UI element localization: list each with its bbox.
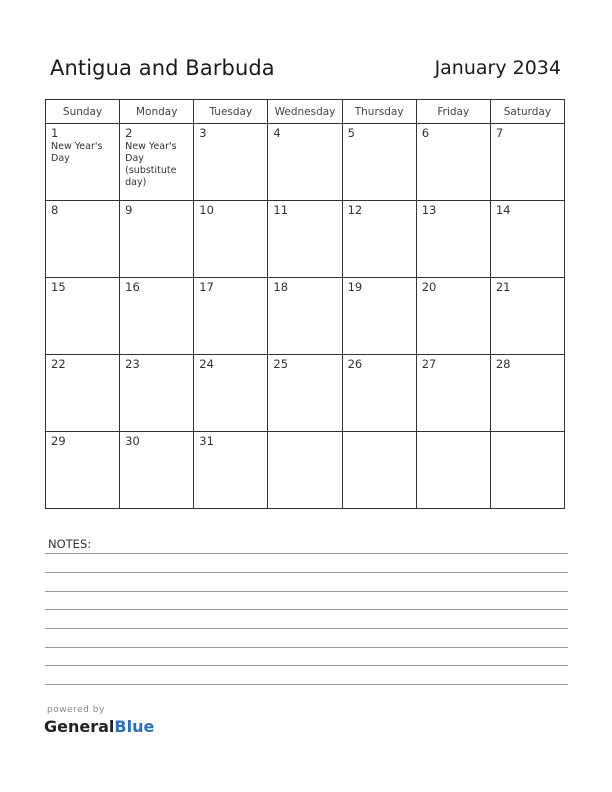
day-cell	[120, 201, 194, 278]
day-cell	[416, 278, 490, 355]
weekday-friday: Friday	[416, 100, 490, 124]
day-number: 14	[495, 203, 511, 217]
day-cell	[268, 432, 342, 509]
day-number: 18	[273, 280, 289, 294]
day-cell	[490, 432, 564, 509]
day-cell	[268, 355, 342, 432]
note-line	[45, 572, 568, 573]
week-row	[46, 124, 565, 201]
weekday-header-row	[46, 100, 565, 124]
day-cell	[194, 355, 268, 432]
day-cell	[342, 124, 416, 201]
notes-label: NOTES:	[48, 537, 92, 551]
day-number: 20	[421, 280, 437, 294]
day-number: 5	[347, 126, 355, 140]
day-cell	[194, 201, 268, 278]
day-number: 4	[273, 126, 281, 140]
day-cell	[120, 432, 194, 509]
weekday-sunday: Sunday	[46, 100, 120, 124]
note-line	[45, 647, 568, 648]
day-cell	[194, 124, 268, 201]
day-cell	[416, 201, 490, 278]
day-number: 30	[125, 434, 140, 448]
day-cell	[46, 201, 120, 278]
day-number: 7	[495, 126, 504, 140]
day-number: 12	[347, 203, 363, 217]
day-cell	[194, 432, 268, 509]
day-number: 31	[199, 434, 214, 448]
week-row	[46, 355, 565, 432]
day-cell	[120, 355, 194, 432]
brand-general: General	[44, 717, 115, 736]
day-cell	[490, 355, 564, 432]
weekday-wednesday: Wednesday	[268, 100, 342, 124]
day-number: 3	[199, 126, 207, 140]
day-number: 24	[199, 357, 214, 371]
day-cell	[490, 278, 564, 355]
day-cell	[416, 355, 490, 432]
day-cell	[120, 278, 194, 355]
day-cell	[342, 278, 416, 355]
day-number: 23	[125, 357, 140, 371]
calendar-month-title: January 2034	[434, 57, 561, 79]
day-number: 19	[347, 280, 363, 294]
day-number: 28	[495, 357, 511, 371]
day-number: 15	[51, 280, 66, 294]
day-cell	[194, 278, 268, 355]
day-number: 29	[51, 434, 66, 448]
powered-by-text: powered by	[47, 705, 105, 715]
day-number: 8	[51, 203, 59, 217]
day-number: 1	[51, 126, 59, 140]
day-cell	[416, 432, 490, 509]
day-number: 9	[125, 203, 133, 217]
day-cell	[46, 278, 120, 355]
note-line	[45, 591, 568, 592]
day-cell	[490, 124, 564, 201]
day-number: 22	[51, 357, 66, 371]
note-line	[45, 665, 568, 666]
note-line	[45, 609, 568, 610]
generalblue-logo	[44, 717, 154, 736]
note-line	[45, 553, 568, 554]
day-cell	[342, 432, 416, 509]
day-number: 11	[273, 203, 289, 217]
day-number: 17	[199, 280, 214, 294]
day-cell	[342, 201, 416, 278]
day-cell	[416, 124, 490, 201]
weekday-tuesday: Tuesday	[194, 100, 268, 124]
holiday-label: New Year's Day (substitute day)	[125, 141, 177, 188]
day-number: 10	[199, 203, 214, 217]
note-line	[45, 684, 568, 685]
note-line	[45, 628, 568, 629]
day-cell	[268, 201, 342, 278]
day-number: 6	[421, 126, 430, 140]
day-cell	[268, 278, 342, 355]
week-row	[46, 201, 565, 278]
day-number: 25	[273, 357, 289, 371]
day-number: 21	[495, 280, 511, 294]
day-cell	[46, 355, 120, 432]
day-cell	[342, 355, 416, 432]
holiday-label: New Year's Day	[51, 141, 103, 164]
week-row	[46, 432, 565, 509]
day-cell	[268, 124, 342, 201]
weekday-monday: Monday	[120, 100, 194, 124]
day-number: 27	[421, 357, 437, 371]
day-cell	[46, 432, 120, 509]
day-number: 13	[421, 203, 437, 217]
weekday-thursday: Thursday	[342, 100, 416, 124]
weekday-saturday: Saturday	[490, 100, 564, 124]
day-cell	[490, 201, 564, 278]
day-number: 16	[125, 280, 140, 294]
calendar-grid	[45, 99, 565, 509]
day-cell	[46, 124, 120, 201]
week-row	[46, 278, 565, 355]
day-number: 26	[347, 357, 363, 371]
calendar-country-title: Antigua and Barbuda	[50, 56, 275, 80]
brand-blue: Blue	[114, 717, 155, 736]
day-number: 2	[125, 126, 133, 140]
day-cell	[120, 124, 194, 201]
